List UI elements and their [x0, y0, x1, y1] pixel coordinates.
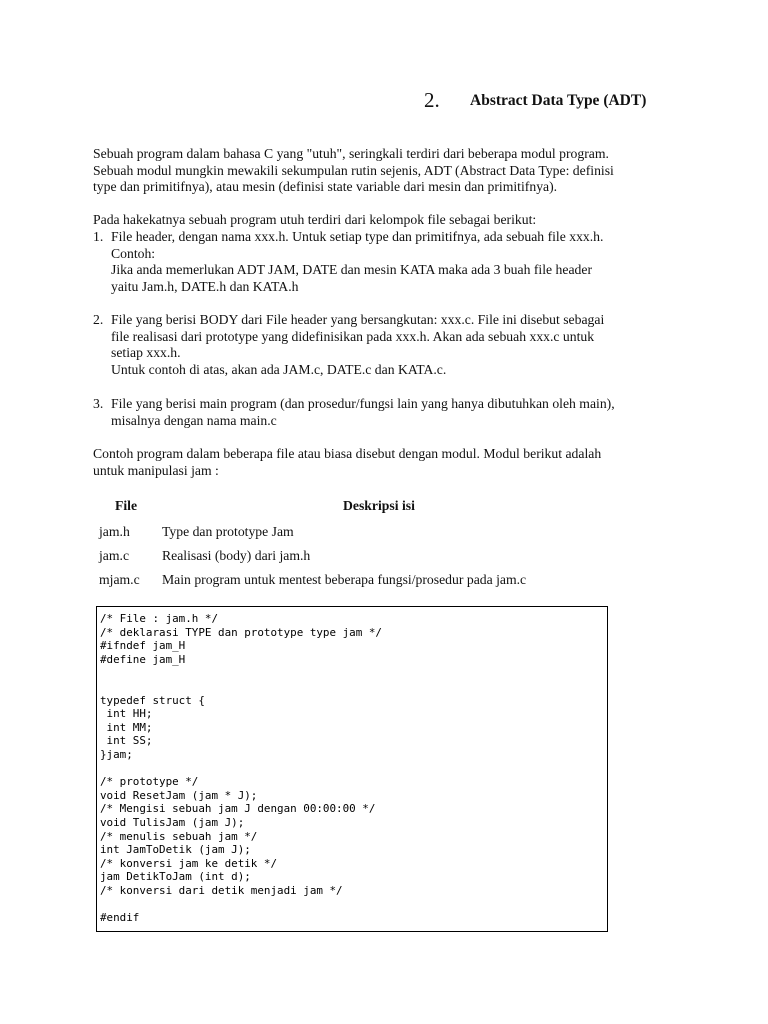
table-cell-description: Type dan prototype Jam — [162, 524, 294, 539]
code-line: int SS; — [100, 734, 153, 748]
composition-intro — [93, 212, 675, 229]
list-line: File yang berisi main program (dan prosedur/fungsi lain yang hanya dibutuhkan oleh main), — [111, 396, 615, 411]
code-line — [100, 762, 382, 776]
code-line: /* menulis sebuah jam */ — [100, 829, 258, 843]
code-line: int JamToDetik (jam J); — [100, 843, 251, 857]
code-line: void TulisJam (jam J); — [100, 815, 245, 829]
code-line: /* File : jam.h */ — [100, 612, 219, 625]
list-item-body — [111, 396, 675, 429]
list-line: Contoh: — [111, 245, 156, 261]
composition-intro-text: Pada hakekatnya sebuah program utuh terdiri dari kelompok file sebagai berikut: — [93, 212, 537, 227]
list-item-body — [111, 229, 675, 295]
list-line: setiap xxx.h. — [111, 345, 181, 360]
code-line — [100, 666, 382, 680]
module-intro-line: untuk manipulasi jam : — [93, 462, 219, 478]
section-number: 2. — [424, 88, 440, 112]
code-line: #endif — [100, 911, 140, 925]
intro-line: Sebuah modul mungkin mewakili sekumpulan rutin sejenis, ADT (Abstract Data Type: definisi — [93, 162, 614, 178]
code-line: void ResetJam (jam * J); — [100, 788, 258, 802]
intro-paragraph — [93, 146, 675, 196]
list-line: yaitu Jam.h, DATE.h dan KATA.h — [111, 278, 299, 294]
code-line: #define jam_H — [100, 652, 186, 666]
code-line: /* konversi dari detik menjadi jam */ — [100, 883, 343, 897]
section-title: Abstract Data Type (ADT) — [470, 92, 647, 109]
list-line: File yang berisi BODY dari File header yang bersangkutan: xxx.c. File ini disebut sebagai — [111, 312, 605, 327]
code-line: }jam; — [100, 747, 133, 761]
list-line: misalnya dengan nama main.c — [111, 412, 277, 428]
list-marker: 2. — [93, 312, 104, 327]
list-line: File header, dengan nama xxx.h. Untuk setiap type dan primitifnya, ada sebuah file xxx.h. — [111, 229, 604, 244]
code-line: typedef struct { — [100, 693, 205, 707]
table-cell-file: mjam.c — [99, 572, 140, 587]
list-item-body — [111, 312, 675, 378]
code-line — [100, 897, 382, 911]
code-line: int MM; — [100, 720, 153, 734]
intro-line: Sebuah program dalam bahasa C yang "utuh", seringkali terdiri dari beberapa modul program. — [93, 146, 609, 161]
code-line: /* prototype */ — [100, 775, 199, 789]
table-cell-file: jam.c — [99, 548, 130, 563]
code-line: jam DetikToJam (int d); — [100, 870, 251, 884]
code-line: /* Mengisi sebuah jam J dengan 00:00:00 */ — [100, 802, 376, 816]
list-line: file realisasi dari prototype yang didefinisikan pada xxx.h. Akan ada sebuah xxx.c untuk — [111, 328, 595, 344]
module-intro-line: Contoh program dalam beberapa file atau biasa disebut dengan modul. Modul berikut adalah — [93, 446, 602, 461]
code-line: int HH; — [100, 707, 153, 721]
list-line: Jika anda memerlukan ADT JAM, DATE dan mesin KATA maka ada 3 buah file header — [111, 262, 593, 277]
table-cell-description: Realisasi (body) dari jam.h — [162, 548, 311, 563]
list-marker: 3. — [93, 396, 104, 411]
code-listing — [100, 612, 382, 925]
module-intro-paragraph — [93, 446, 675, 479]
code-line — [100, 680, 382, 694]
list-marker: 1. — [93, 229, 104, 244]
code-listing-box — [96, 606, 608, 932]
intro-line: type dan primitifnya), atau mesin (definisi state variable dari mesin dan primitifnya). — [93, 179, 558, 194]
list-line: Untuk contoh di atas, akan ada JAM.c, DATE.c dan KATA.c. — [111, 361, 447, 377]
code-line: /* deklarasi TYPE dan prototype type jam */ — [100, 625, 382, 639]
table-cell-file: jam.h — [99, 524, 130, 539]
code-line: /* konversi jam ke detik */ — [100, 856, 278, 870]
table-header-file: File — [115, 498, 138, 513]
table-cell-description: Main program untuk mentest beberapa fungsi/prosedur pada jam.c — [162, 572, 527, 587]
code-line: #ifndef jam_H — [100, 639, 186, 653]
table-header-description: Deskripsi isi — [343, 498, 415, 513]
